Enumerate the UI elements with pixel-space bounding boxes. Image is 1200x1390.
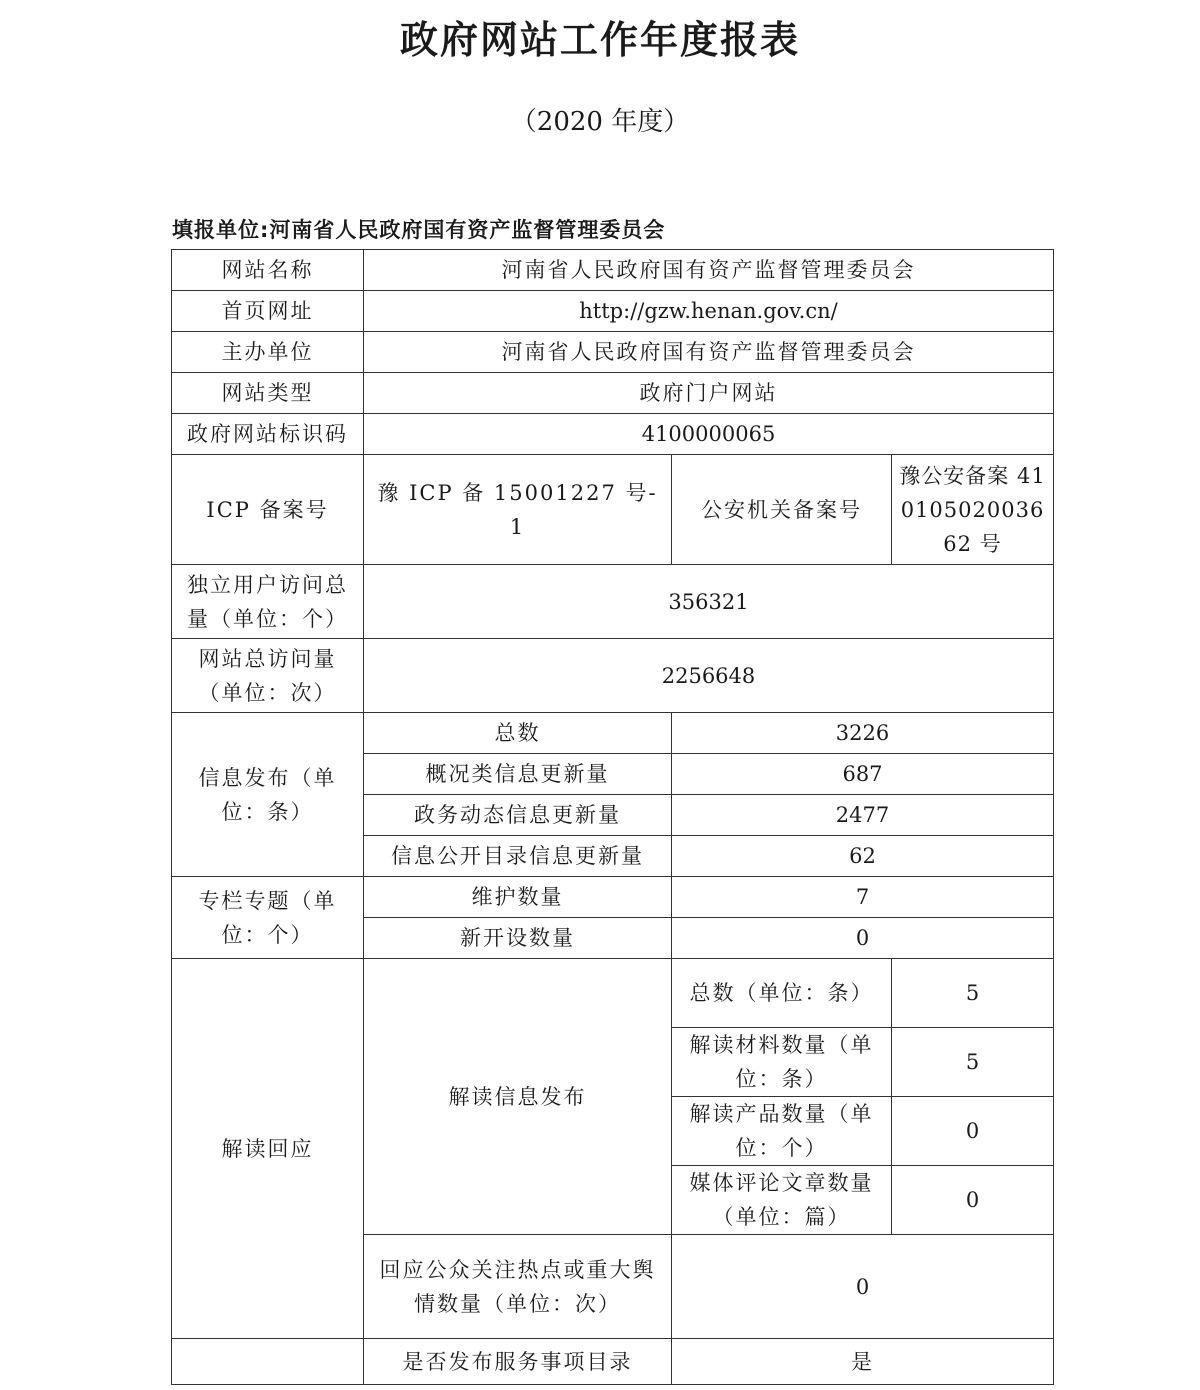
columns-row-value: 7: [672, 877, 1054, 918]
columns-label: 专栏专题（单位：个）: [172, 877, 364, 959]
homepage-label: 首页网址: [172, 291, 364, 332]
blank-cell: [172, 1339, 364, 1385]
site-code-label: 政府网站标识码: [172, 414, 364, 455]
columns-row-label: 新开设数量: [364, 918, 672, 959]
table-row: [172, 414, 1054, 455]
table-row: [172, 373, 1054, 414]
info-release-row-value: 62: [672, 836, 1054, 877]
table-row: [172, 250, 1054, 291]
info-release-row-value: 3226: [672, 713, 1054, 754]
interpretation-row-value: 0: [892, 1166, 1054, 1235]
columns-row-value: 0: [672, 918, 1054, 959]
interpretation-row-label: 媒体评论文章数量（单位：篇）: [672, 1166, 892, 1235]
unique-visitors-label: 独立用户访问总量（单位：个）: [172, 565, 364, 639]
interpretation-row-label: 总数（单位：条）: [672, 959, 892, 1028]
site-code-value: 4100000065: [364, 414, 1054, 455]
interpretation-row-label: 解读材料数量（单位：条）: [672, 1028, 892, 1097]
interpretation-label: 解读回应: [172, 959, 364, 1339]
table-row: [172, 565, 1054, 639]
icp-value: 豫 ICP 备 15001227 号-1: [364, 455, 672, 565]
icp-label: ICP 备案号: [172, 455, 364, 565]
public-response-value: 0: [672, 1235, 1054, 1339]
site-type-value: 政府门户网站: [364, 373, 1054, 414]
table-row: [172, 455, 1054, 565]
service-catalog-label: 是否发布服务事项目录: [364, 1339, 672, 1385]
table-row: [172, 332, 1054, 373]
info-release-row-label: 概况类信息更新量: [364, 754, 672, 795]
site-name-value: 河南省人民政府国有资产监督管理委员会: [364, 250, 1054, 291]
info-release-row-value: 2477: [672, 795, 1054, 836]
table-row: [172, 713, 1054, 754]
report-table: [171, 249, 1054, 1385]
report-year: （2020 年度）: [510, 107, 690, 137]
sponsor-value: 河南省人民政府国有资产监督管理委员会: [364, 332, 1054, 373]
report-title: 政府网站工作年度报表: [399, 18, 800, 62]
sponsor-label: 主办单位: [172, 332, 364, 373]
interpretation-row-value: 5: [892, 959, 1054, 1028]
info-release-row-value: 687: [672, 754, 1054, 795]
info-release-row-label: 政务动态信息更新量: [364, 795, 672, 836]
filing-unit: 填报单位:河南省人民政府国有资产监督管理委员会: [172, 218, 666, 242]
table-row: [172, 639, 1054, 713]
table-row: [172, 877, 1054, 918]
table-row: [172, 291, 1054, 332]
interpretation-row-label: 解读产品数量（单位：个）: [672, 1097, 892, 1166]
police-record-value: 豫公安备案 41010502003662 号: [892, 455, 1054, 565]
info-release-row-label: 总数: [364, 713, 672, 754]
interpretation-row-value: 0: [892, 1097, 1054, 1166]
service-catalog-value: 是: [672, 1339, 1054, 1385]
interpretation-release-label: 解读信息发布: [364, 959, 672, 1235]
total-visits-value: 2256648: [364, 639, 1054, 713]
site-name-label: 网站名称: [172, 250, 364, 291]
table-row: [172, 1339, 1054, 1385]
interpretation-row-value: 5: [892, 1028, 1054, 1097]
public-response-label: 回应公众关注热点或重大舆情数量（单位：次）: [364, 1235, 672, 1339]
homepage-url: http://gzw.henan.gov.cn/: [364, 291, 1054, 332]
info-release-row-label: 信息公开目录信息更新量: [364, 836, 672, 877]
site-type-label: 网站类型: [172, 373, 364, 414]
table-row: [172, 959, 1054, 1028]
total-visits-label: 网站总访问量（单位：次）: [172, 639, 364, 713]
unique-visitors-value: 356321: [364, 565, 1054, 639]
columns-row-label: 维护数量: [364, 877, 672, 918]
info-release-label: 信息发布（单位：条）: [172, 713, 364, 877]
police-record-label: 公安机关备案号: [672, 455, 892, 565]
